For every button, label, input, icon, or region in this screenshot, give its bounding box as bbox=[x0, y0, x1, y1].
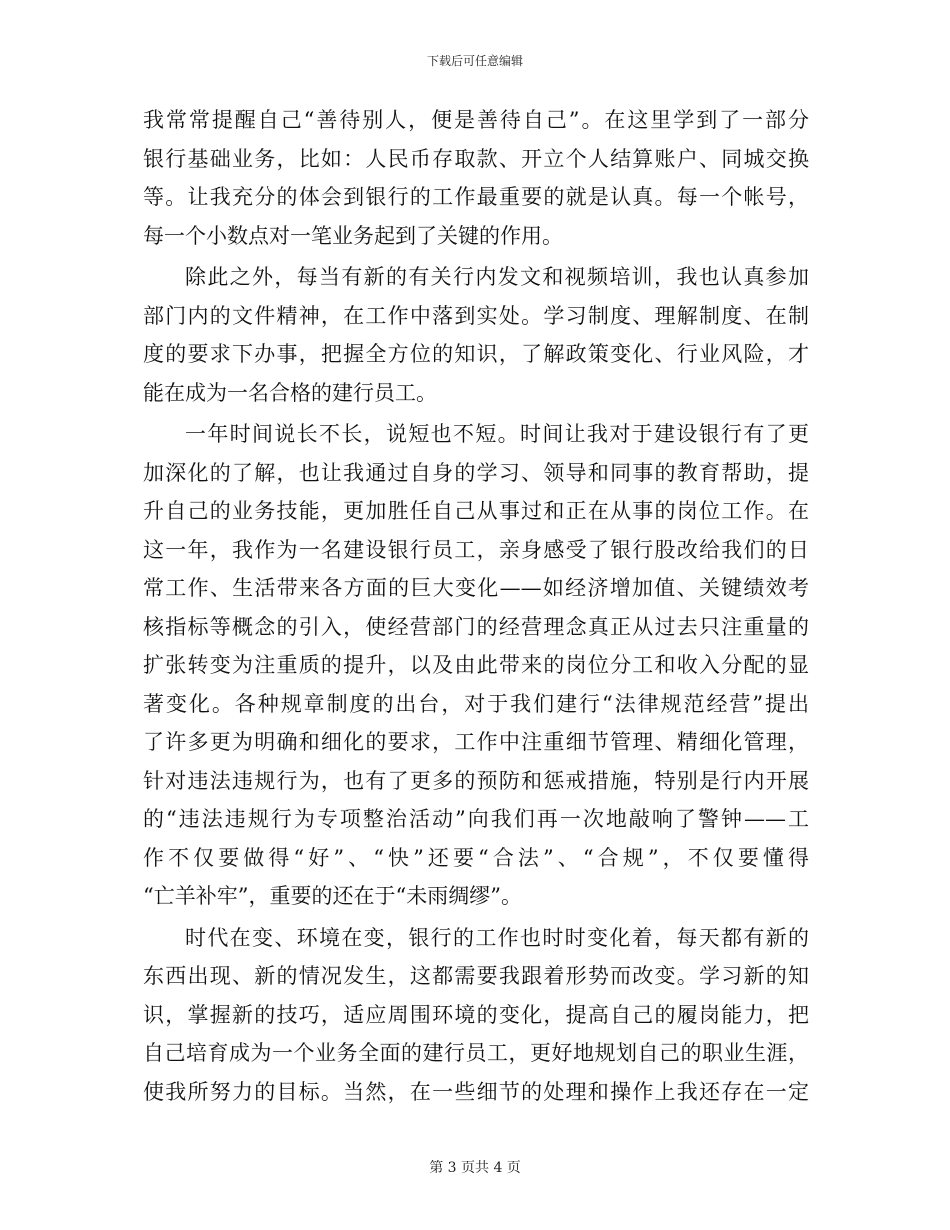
paragraph-line: 等。让我充分的体会到银行的工作最重要的就是认真。每一个帐号， bbox=[143, 185, 809, 209]
paragraph-line: 核指标等概念的引入，使经营部门的经营理念真正从过去只注重量的 bbox=[143, 614, 809, 639]
paragraph-line: 度的要求下办事，把握全方位的知识，了解政策变化、行业风险，才 bbox=[143, 342, 809, 366]
page-header: 下载后可任意编辑 bbox=[426, 54, 523, 68]
paragraph-line: 能在成为一名合格的建行员工。 bbox=[143, 380, 437, 405]
paragraph-3 bbox=[143, 415, 809, 916]
paragraph-line: 加深化的了解，也让我通过自身的学习、领导和同事的教育帮助，提 bbox=[143, 460, 809, 485]
document-body bbox=[143, 101, 809, 1111]
page-footer: 第 3 页共 4 页 bbox=[429, 1160, 521, 1176]
paragraph-1 bbox=[143, 101, 809, 255]
paragraph-line: 时代在变、环境在变，银行的工作也时时变化着，每天都有新的 bbox=[185, 925, 809, 950]
paragraph-line: “亡羊补牢”，重要的还在于“未雨绸缪”。 bbox=[143, 884, 522, 908]
paragraph-line: 部门内的文件精神，在工作中落到实处。学习制度、理解制度、在制 bbox=[143, 303, 809, 328]
paragraph-line: 扩张转变为注重质的提升，以及由此带来的岗位分工和收入分配的显 bbox=[143, 653, 809, 677]
paragraph-line: 升自己的业务技能，更加胜任自己从事过和正在从事的岗位工作。在 bbox=[143, 499, 809, 523]
paragraph-2 bbox=[143, 258, 809, 412]
paragraph-line: 作不仅要做得“好”、“快”还要“合法”、“合规”，不仅要懂得 bbox=[143, 845, 809, 870]
paragraph-line: 我常常提醒自己“善待别人，便是善待自己”。在这里学到了一部分 bbox=[143, 108, 809, 132]
paragraph-4 bbox=[143, 919, 809, 1112]
paragraph-line: 这一年，我作为一名建设银行员工，亲身感受了银行股改给我们的日 bbox=[143, 537, 809, 562]
paragraph-line: 银行基础业务，比如：人民币存取款、开立个人结算账户、同城交换 bbox=[143, 146, 809, 171]
paragraph-line: 常工作、生活带来各方面的巨大变化——如经济增加值、关键绩效考 bbox=[143, 576, 809, 600]
paragraph-line: 著变化。各种规章制度的出台，对于我们建行“法律规范经营”提出 bbox=[143, 691, 809, 716]
paragraph-line: 每一个小数点对一笔业务起到了关键的作用。 bbox=[143, 223, 563, 248]
paragraph-line: 的“违法违规行为专项整治活动”向我们再一次地敲响了警钟——工 bbox=[143, 807, 809, 831]
paragraph-line: 识，掌握新的技巧，适应周围环境的变化，提高自己的履岗能力，把 bbox=[143, 1002, 809, 1027]
paragraph-line: 使我所努力的目标。当然，在一些细节的处理和操作上我还存在一定 bbox=[143, 1079, 809, 1104]
paragraph-line: 东西出现、新的情况发生，这都需要我跟着形势而改变。学习新的知 bbox=[143, 964, 809, 988]
paragraph-line: 一年时间说长不长，说短也不短。时间让我对于建设银行有了更 bbox=[185, 422, 809, 446]
paragraph-line: 除此之外，每当有新的有关行内发文和视频培训，我也认真参加 bbox=[185, 265, 809, 289]
paragraph-line: 自己培育成为一个业务全面的建行员工，更好地规划自己的职业生涯， bbox=[143, 1041, 809, 1065]
paragraph-line: 针对违法违规行为，也有了更多的预防和惩戒措施，特别是行内开展 bbox=[143, 768, 809, 793]
paragraph-line: 了许多更为明确和细化的要求，工作中注重细节管理、精细化管理， bbox=[143, 730, 809, 754]
